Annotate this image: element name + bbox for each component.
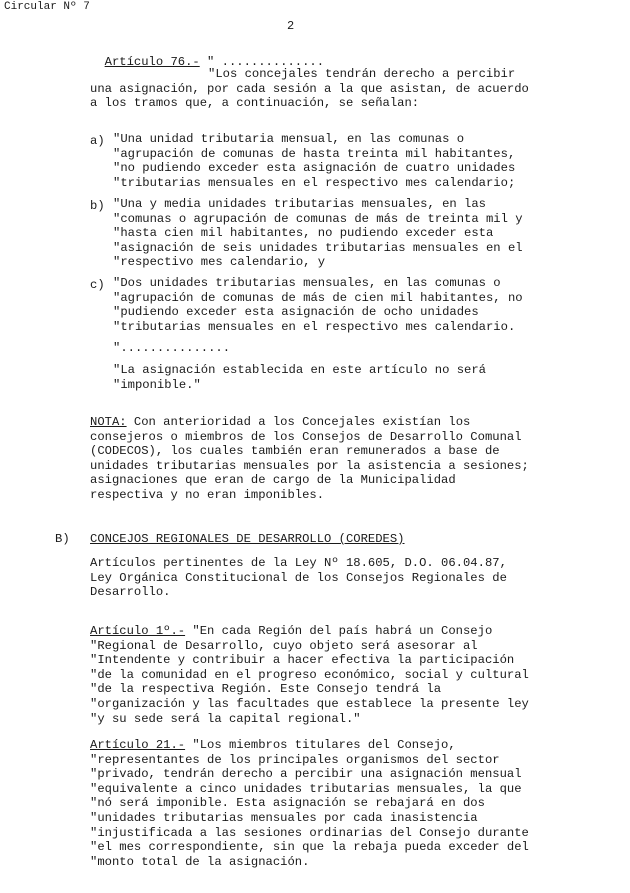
text-line: "En cada Región del país habrá un Consejo bbox=[185, 624, 493, 638]
text-line: "agrupación de comunas de más de cien mil habitantes, no bbox=[113, 290, 523, 305]
text-line: Con anterioridad a los Concejales existían los bbox=[126, 415, 471, 429]
text-line: "agrupación de comunas de hasta treinta mil habitantes, bbox=[113, 146, 516, 161]
text-line: "imponible." bbox=[113, 377, 201, 392]
item-b-label: b) bbox=[90, 199, 105, 213]
text-line: "de la comunidad en el progreso económico, social y cultural bbox=[90, 667, 529, 682]
text-line: "equivalente a cinco unidades tributarias mensuales, la que bbox=[90, 781, 522, 796]
article-1-title: Artículo 1º.- bbox=[90, 624, 186, 638]
text-line: "tributarias mensuales en el respectivo mes calendario. bbox=[113, 319, 516, 334]
section-b-intro bbox=[90, 556, 563, 600]
text-line: "nó será imponible. Esta asignación se rebajará en dos bbox=[90, 796, 485, 811]
nota-label: NOTA: bbox=[90, 415, 127, 429]
text-line: "Una y media unidades tributarias mensuales, en las bbox=[113, 197, 486, 211]
circular-label: Circular Nº 7 bbox=[4, 1, 90, 13]
text-line: consejeros o miembros de los Consejos de Desarrollo Comunal bbox=[90, 429, 522, 444]
text-line: "Una unidad tributaria mensual, en las comunas o bbox=[113, 132, 465, 146]
item-b-text bbox=[113, 197, 563, 270]
text-line: "el mes correspondiente, sin que la rebaja pueda exceder del bbox=[90, 840, 529, 855]
text-line: "Intendente y contribuir a hacer efectiva la participación bbox=[90, 653, 515, 668]
text-line: "Los concejales tendrán derecho a percibir bbox=[208, 67, 516, 81]
text-line: Ley Orgánica Constitucional de los Consejos Regionales de bbox=[90, 570, 507, 585]
article-76-ellipsis: " .............. bbox=[199, 55, 325, 70]
text-line: "unidades tributarias mensuales por cada inasistencia bbox=[90, 810, 478, 825]
text-line: asignaciones que eran de cargo de la Municipalidad bbox=[90, 473, 456, 488]
text-line: "y su sede será la capital regional." bbox=[90, 711, 361, 726]
article-21-paragraph bbox=[90, 738, 563, 869]
text-line: "privado, tendrán derecho a percibir una asignación mensual bbox=[90, 767, 522, 782]
text-line: una asignación, por cada sesión a la que asistan, de acuerdo bbox=[90, 81, 529, 96]
article-76-closing bbox=[113, 363, 563, 392]
text-line: "La asignación establecida en este artículo no será bbox=[113, 363, 486, 377]
text-line: "monto total de la asignación. bbox=[90, 854, 310, 869]
text-line: "pudiendo exceder esta asignación de ocho unidades bbox=[113, 305, 479, 320]
text-line: "tributarias mensuales en el respectivo mes calendario; bbox=[113, 175, 516, 190]
article-1-paragraph bbox=[90, 624, 563, 726]
text-line: "de la respectiva Región. Este Consejo tendrá la bbox=[90, 682, 442, 697]
text-line: "hasta cien mil habitantes, no pudiendo exceder esta bbox=[113, 226, 494, 241]
text-line: Desarrollo. bbox=[90, 585, 171, 600]
page-number: 2 bbox=[287, 19, 295, 33]
text-line: "organización y las facultades que establece la presente ley bbox=[90, 696, 529, 711]
text-line: "Regional de Desarrollo, cuyo objeto será asesorar al bbox=[90, 638, 478, 653]
text-line: "no pudiendo exceder esta asignación de cuatro unidades bbox=[113, 161, 516, 176]
text-line: "respectivo mes calendario, y bbox=[113, 255, 326, 270]
text-line: respectiva y no eran imponibles. bbox=[90, 487, 325, 502]
section-b-title: CONCEJOS REGIONALES DE DESARROLLO (COREDES) bbox=[90, 532, 405, 546]
article-76-heading bbox=[90, 44, 324, 68]
text-line: "Dos unidades tributarias mensuales, en las comunas o bbox=[113, 276, 501, 290]
article-76-intro bbox=[90, 67, 562, 111]
section-b-letter: B) bbox=[55, 532, 70, 546]
text-line: (CODECOS), los cuales también eran remunerados a base de bbox=[90, 444, 500, 459]
text-line: "injustificada a las sesiones ordinarias del Consejo durante bbox=[90, 825, 529, 840]
text-line: "asignación de seis unidades tributarias mensuales en el bbox=[113, 240, 523, 255]
text-line: "Los miembros titulares del Consejo, bbox=[185, 738, 456, 752]
text-line: a los tramos que, a continuación, se señalan: bbox=[90, 96, 420, 111]
text-line: Artículos pertinentes de la Ley Nº 18.605, D.O. 06.04.87, bbox=[90, 556, 507, 570]
item-a-label: a) bbox=[90, 134, 105, 148]
text-line: "representantes de los principales organismos del sector bbox=[90, 752, 500, 767]
text-line: unidades tributarias mensuales por la asistencia a sesiones; bbox=[90, 458, 529, 473]
article-21-title: Artículo 21.- bbox=[90, 738, 186, 752]
article-76-title: Artículo 76.- bbox=[104, 55, 200, 70]
continuation-ellipsis: "............... bbox=[113, 341, 231, 355]
item-c-text bbox=[113, 276, 563, 334]
nota-paragraph bbox=[90, 415, 563, 503]
item-a-text bbox=[113, 132, 563, 190]
text-line: "comunas o agrupación de comunas de más de treinta mil y bbox=[113, 211, 523, 226]
item-c-label: c) bbox=[90, 278, 105, 292]
